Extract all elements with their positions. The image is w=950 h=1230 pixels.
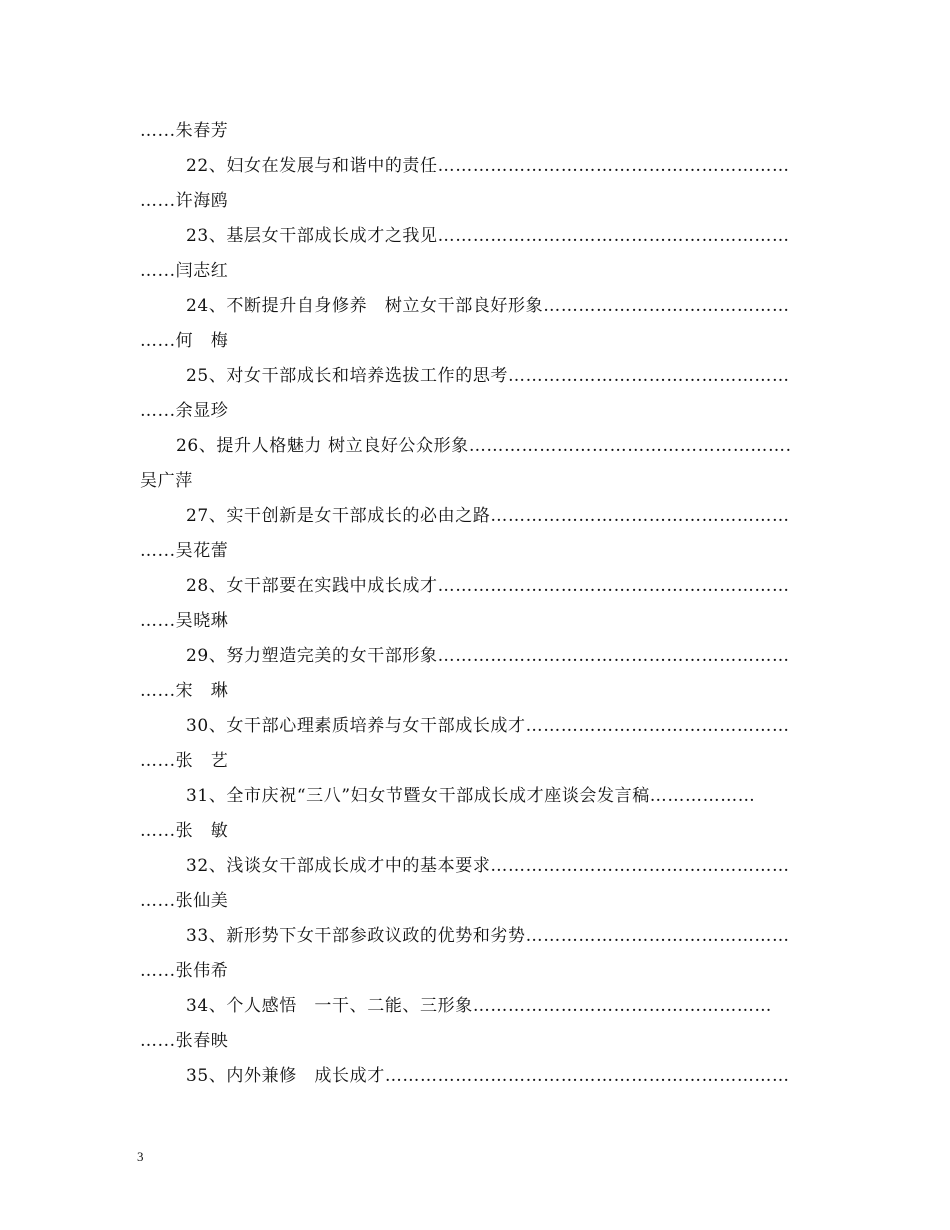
toc-author-line: …...张 敏 — [140, 821, 229, 841]
toc-author-line: …...余显珍 — [140, 401, 229, 421]
toc-title-line: 22、妇女在发展与和谐中的责任…………………………………………………… — [186, 156, 790, 176]
toc-author-line: 吴广萍 — [140, 471, 193, 491]
toc-title-line: 34、个人感悟 一干、二能、三形象…………………………………………… — [186, 996, 773, 1016]
toc-author-line: …...吴晓琳 — [140, 611, 229, 631]
toc-title-line: 32、浅谈女干部成长成才中的基本要求…………………………………………… — [186, 856, 790, 876]
page-number: 3 — [137, 1149, 144, 1164]
toc-title-line: 35、内外兼修 成长成才…………………………………………………………… — [186, 1066, 790, 1086]
toc-title-line: 27、实干创新是女干部成长的必由之路…………………………………………… — [186, 506, 790, 526]
toc-title-line: 24、不断提升自身修养 树立女干部良好形象…………………………………… — [186, 296, 790, 316]
toc-author-line: …...宋 琳 — [140, 681, 229, 701]
toc-title-line: 31、全市庆祝“三八”妇女节暨女干部成长成才座谈会发言稿……………… — [186, 786, 756, 806]
table-of-contents — [140, 116, 812, 1096]
toc-author-line: …...许海鸥 — [140, 191, 229, 211]
toc-title-line: 26、提升人格魅力 树立良好公众形象………………………………………………. — [176, 436, 792, 456]
toc-author-line: …...朱春芳 — [140, 121, 229, 141]
toc-title-line: 29、努力塑造完美的女干部形象…………………………………………………… — [186, 646, 790, 666]
toc-title-line: 28、女干部要在实践中成长成才…………………………………………………… — [186, 576, 790, 596]
toc-title-line: 30、女干部心理素质培养与女干部成长成才……………………………………… — [186, 716, 790, 736]
toc-author-line: …...张春映 — [140, 1031, 229, 1051]
toc-author-line: …...何 梅 — [140, 331, 229, 351]
toc-title-line: 23、基层女干部成长成才之我见…………………………………………………… — [186, 226, 790, 246]
toc-title-line: 33、新形势下女干部参政议政的优势和劣势……………………………………… — [186, 926, 790, 946]
toc-author-line: …...张伟希 — [140, 961, 229, 981]
toc-title-line: 25、对女干部成长和培养选拔工作的思考………………………………………… — [186, 366, 790, 386]
toc-author-line: …...张 艺 — [140, 751, 229, 771]
toc-author-line: …...闫志红 — [140, 261, 229, 281]
toc-author-line: …...吴花蕾 — [140, 541, 229, 561]
toc-author-line: …...张仙美 — [140, 891, 229, 911]
